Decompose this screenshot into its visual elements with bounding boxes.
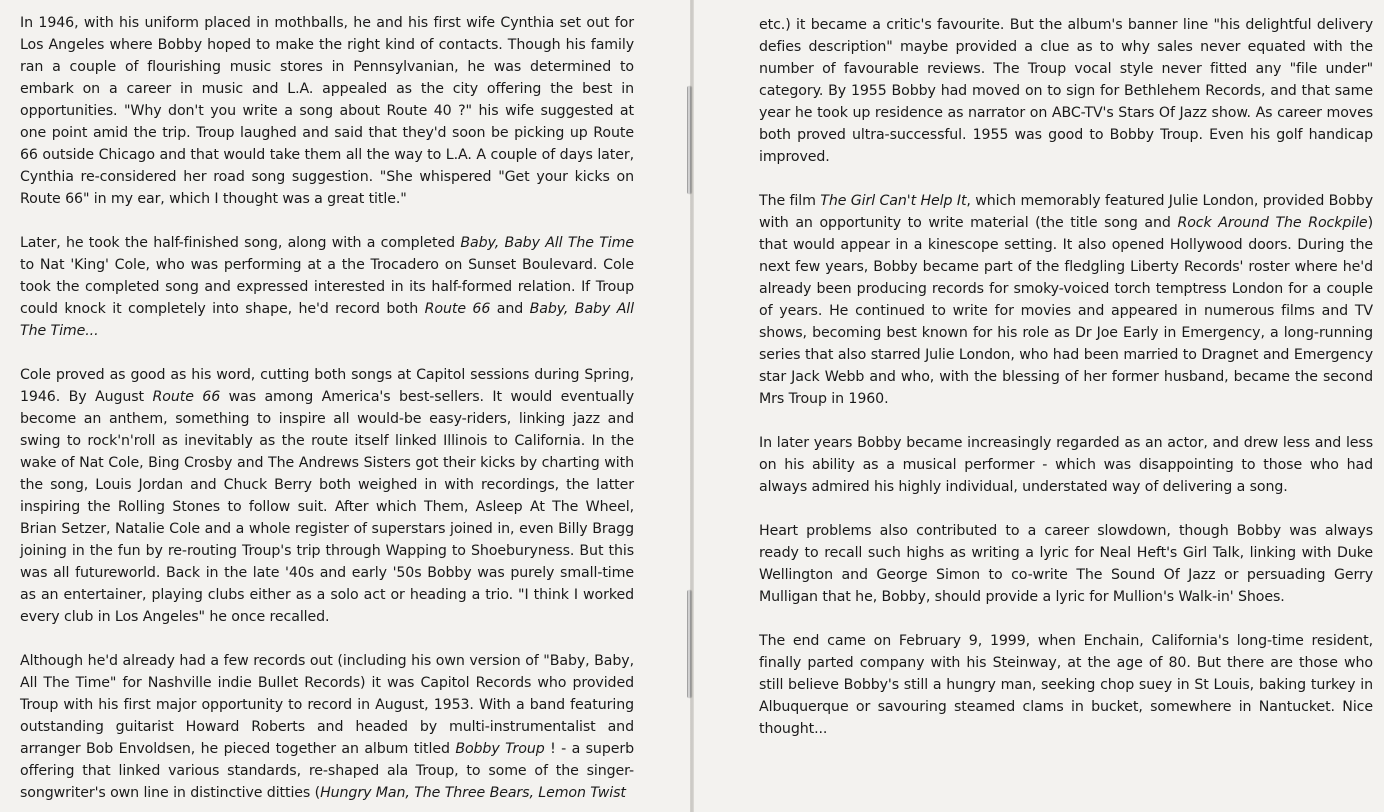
song-title: Rock Around The Rockpile	[1177, 215, 1368, 231]
text-run: ) that would appear in a kinescope setting. It also opened Hollywood doors. During the next few years, Bobby became part of the fledgling Liberty Records' roster where he'd already been producing records for smoky-voiced torch temptress London for a couple of years. He continued to write for movies and appeared in numerous films and TV shows, becoming best known for his role as Dr Joe Early in Emergency, a long-running series that also starred Julie London, who had been married to Dragnet and Emergency star Jack Webb and who, with the blessing of her former husband, became the second Mrs Troup in 1960.	[759, 215, 1374, 407]
film-title: The Girl Can't Help It	[820, 193, 967, 209]
right-paragraph-1: etc.) it became a critic's favourite. But the album's banner line "his delightful delivery defies description" maybe provided a clue as to why sales never equated with the number of favourable reviews. The Troup vocal style never fitted any "file under" category. By 1955 Bobby had moved on to sign for Bethlehem Records, and that same year he took up residence as narrator on ABC-TV's Stars Of Jazz show. As career moves both proved ultra-successful. 1955 was good to Bobby Troup. Even his golf handicap improved.	[759, 17, 1373, 165]
right-paragraph-3: In later years Bobby became increasingly regarded as an actor, and drew less and less on his ability as a musical performer - which was disappointing to those who had always admired his highly individual, understated way of delivering a song.	[759, 435, 1373, 495]
text-run: and	[490, 301, 530, 317]
text-run: was among America's best-sellers. It would eventually become an anthem, something to inspire all would-be easy-riders, linking jazz and swing to rock'n'roll as inevitably as the route itself linked Illinois to California. In the wake of Nat Cole, Bing Crosby and The Andrews Sisters got their kicks by charting with the song, Louis Jordan and Chuck Berry both weighed in with recordings, the latter inspiring the Rolling Stones to follow suit. After which Them, Asleep At The Wheel, Brian Setzer, Natalie Cole and a whole register of superstars joined in, even Billy Bragg joining in the fun by re-routing Troup's trip through Wapping to Shoeburyness. But this was all futureworld. Back in the late '40s and early '50s Bobby was purely small-time as an entertainer, playing clubs either as a solo act or heading a trio. "I think I worked every club in Los Angeles" he once recalled.	[20, 389, 635, 625]
text-run: The film	[759, 193, 821, 209]
text-run: , which memorably featured Julie London, provided Bobby with an opportunity to write material (the title song and	[759, 193, 1373, 231]
album-title: Bobby Troup	[455, 741, 545, 757]
left-paragraph-3	[20, 364, 634, 628]
right-paragraph-5: The end came on February 9, 1999, when Enchain, California's long-time resident, finally parted company with his Steinway, at the age of 80. But there are those who still believe Bobby's still a hungry man, seeking chop suey in St Louis, baking turkey in Albuquerque or savouring steamed clams in bucket, somewhere in Nantucket. Nice thought...	[759, 633, 1373, 737]
text-run: Cole proved as good as his word, cutting both songs at Capitol sessions during Spring, 1946. By August	[20, 367, 634, 405]
song-title: Route 66	[424, 301, 491, 317]
staple-top	[687, 86, 691, 194]
right-page	[694, 0, 1384, 812]
right-paragraph-2	[759, 190, 1373, 410]
text-run: ! - a superb offering that linked various standards, re-shaped ala Troup, to some of the singer-songwriter's own line in distinctive ditties (	[20, 741, 634, 801]
song-title: Baby, Baby All The Time...	[20, 301, 634, 339]
left-paragraph-4	[20, 650, 634, 804]
song-title: Route 66	[152, 389, 221, 405]
right-paragraph-4: Heart problems also contributed to a career slowdown, though Bobby was always ready to recall such highs as writing a lyric for Neal Heft's Girl Talk, linking with Duke Wellington and George Simon to co-write The Sound Of Jazz or persuading Gerry Mulligan that he, Bobby, should provide a lyric for Mullion's Walk-in' Shoes.	[759, 523, 1373, 605]
staple-bottom	[687, 590, 691, 698]
song-title: Baby, Baby All The Time	[460, 235, 634, 251]
left-paragraph-2	[20, 232, 634, 342]
text-run: Later, he took the half-finished song, along with a completed	[20, 235, 461, 251]
left-paragraph-1: In 1946, with his uniform placed in mothballs, he and his first wife Cynthia set out for Los Angeles where Bobby hoped to make the right kind of contacts. Though his family ran a couple of flourishing music stores in Pennsylvanian, he was determined to embark on a career in music and L.A. appealed as the city offering the best in opportunities. "Why don't you write a song about Route 40 ?" his wife suggested at one point amid the trip. Troup laughed and said that they'd soon be picking up Route 66 outside Chicago and that would take them all the way to L.A. A couple of days later, Cynthia re-considered her road song suggestion. "She whispered "Get your kicks on Route 66" in my ear, which I thought was a great title."	[20, 15, 634, 207]
right-text-column	[759, 14, 1373, 762]
left-text-column	[20, 12, 634, 812]
song-titles: Hungry Man, The Three Bears, Lemon Twist	[320, 785, 626, 801]
left-page	[0, 0, 690, 812]
text-run: Although he'd already had a few records out (including his own version of "Baby, Baby, All The Time" for Nashville indie Bullet Records) it was Capitol Records who provided Troup with his first major opportunity to record in August, 1953. With a band featuring outstanding guitarist Howard Roberts and headed by multi-instrumentalist and arranger Bob Envoldsen, he pieced together an album titled	[20, 653, 634, 757]
text-run: to Nat 'King' Cole, who was performing at a the Trocadero on Sunset Boulevard. Cole took the completed song and expressed interested in its half-formed relation. If Troup could knock it completely into shape, he'd record both	[20, 257, 634, 317]
